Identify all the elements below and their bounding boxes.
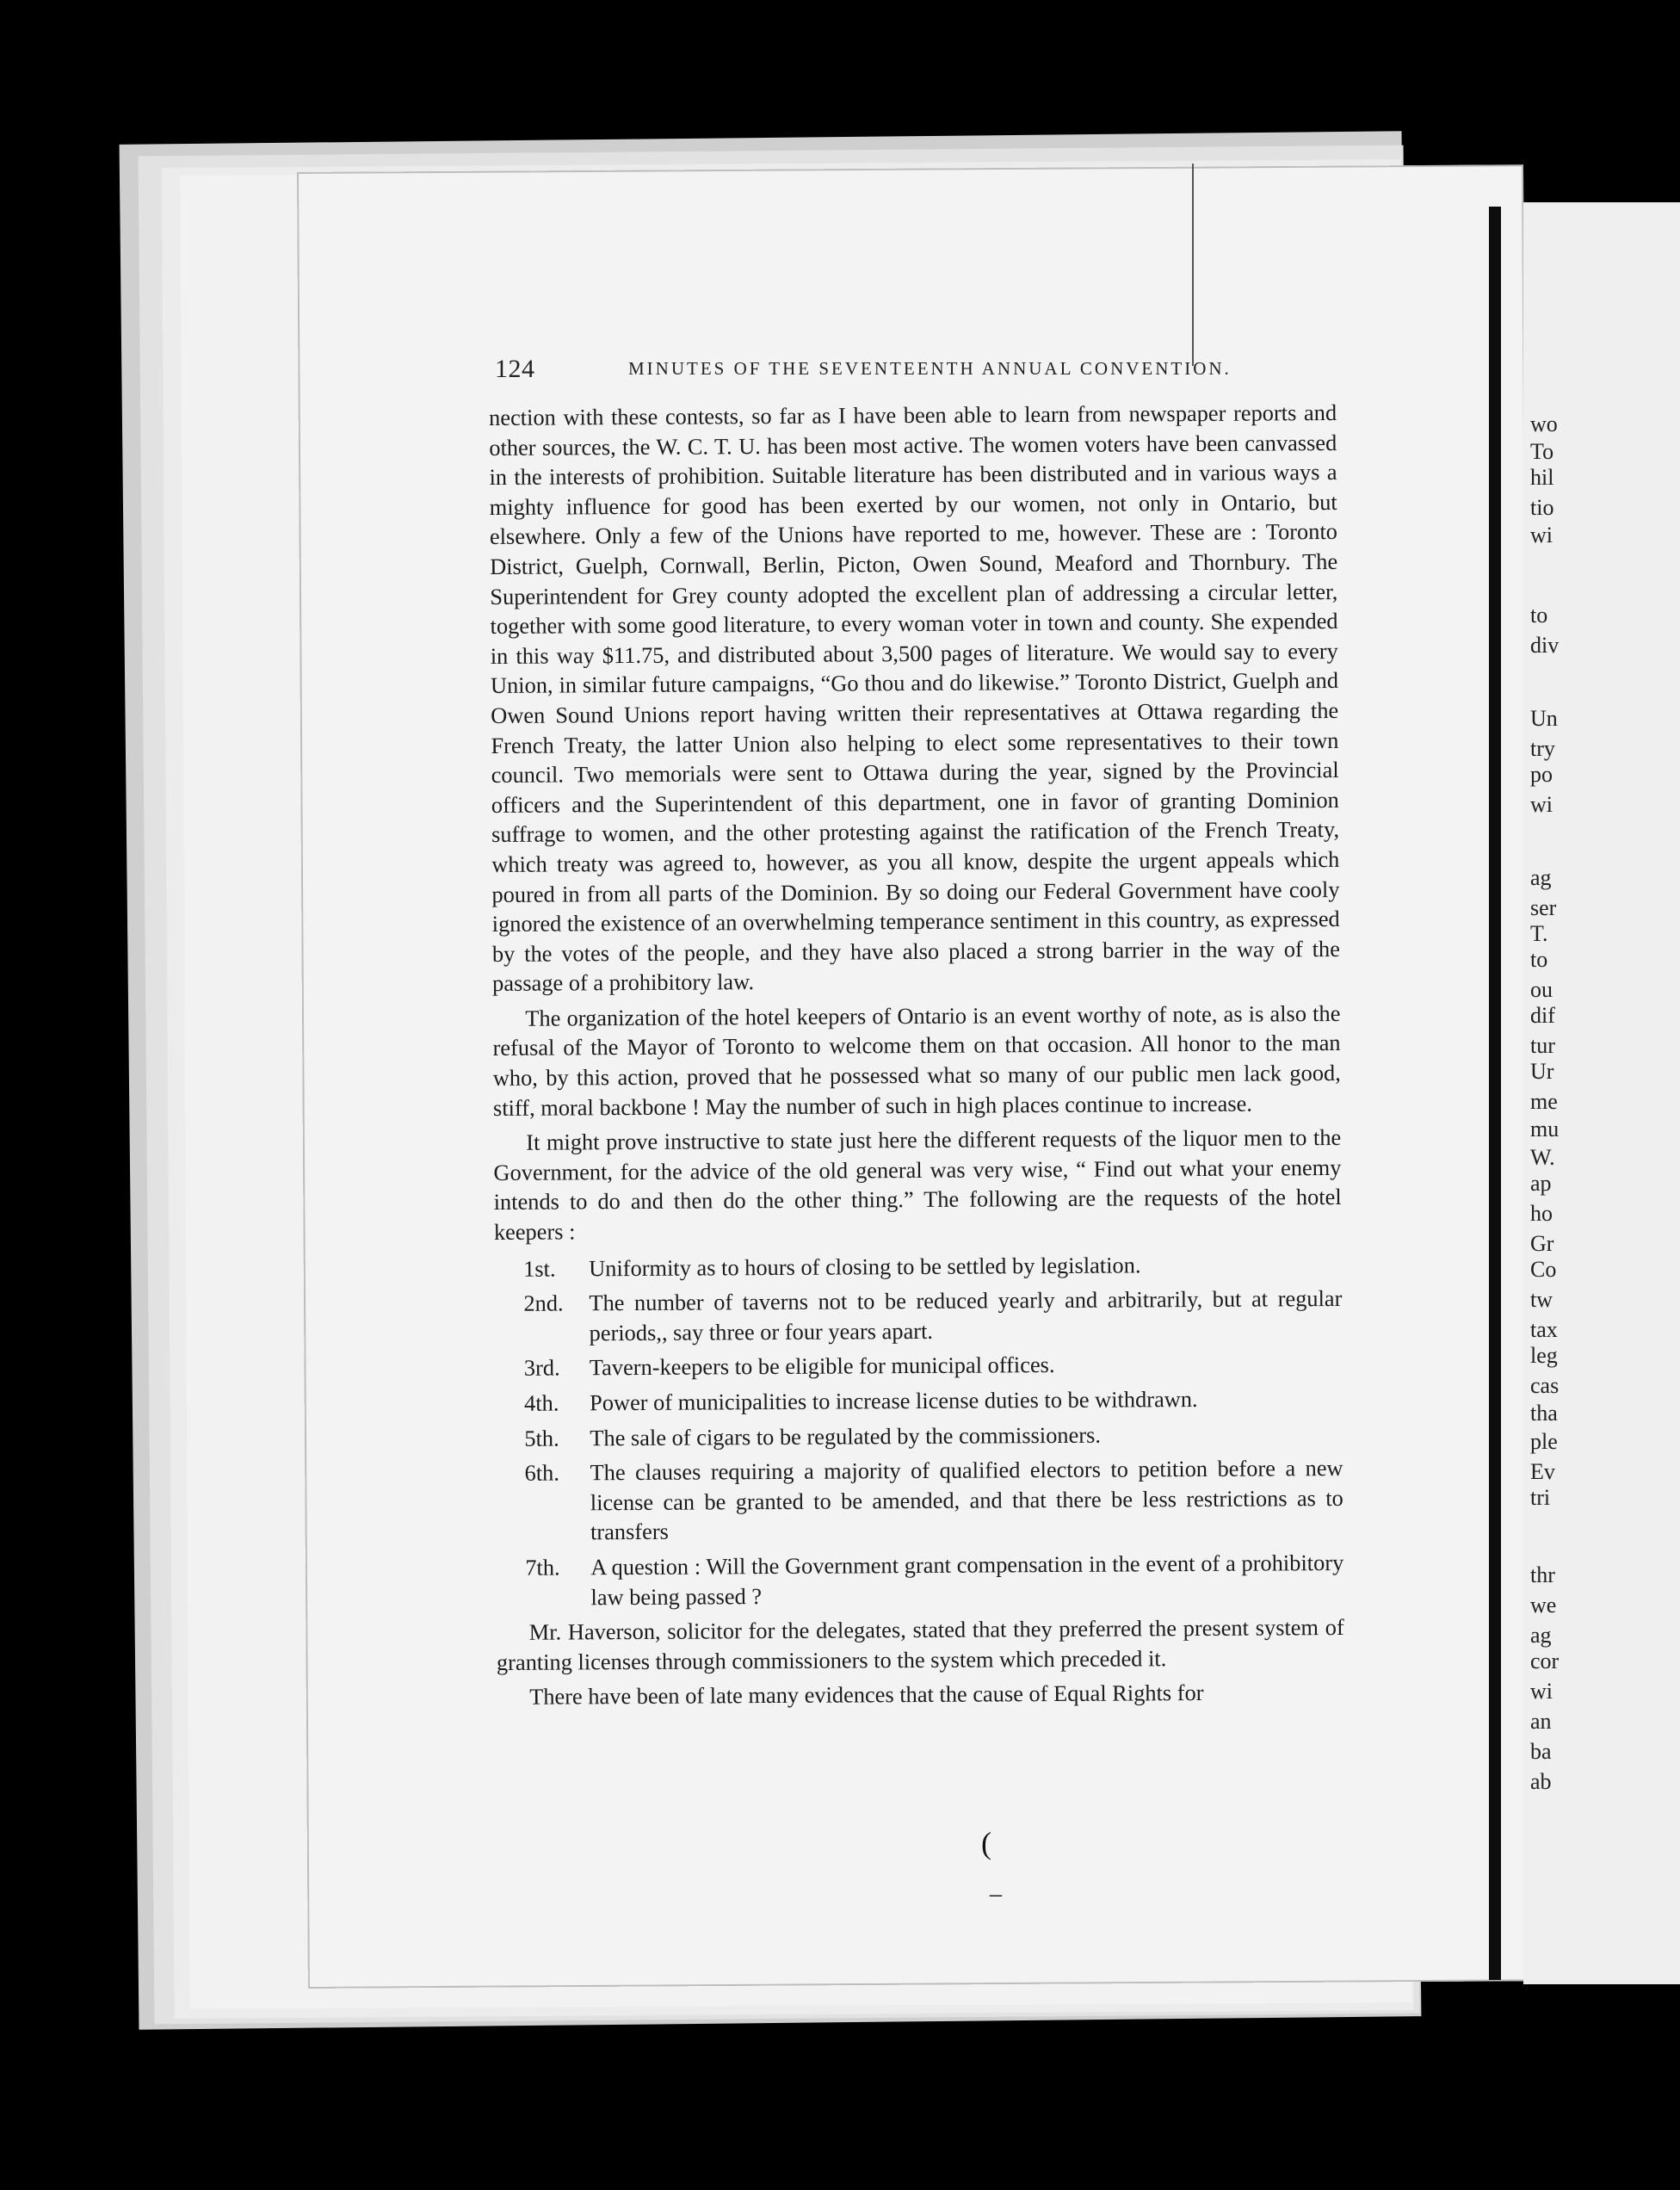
- right-page-fragment: ab: [1530, 1769, 1552, 1794]
- right-page-fragment: ho: [1530, 1201, 1553, 1226]
- list-item: 7th. A question : Will the Government grant compensation in the event of a prohibitory law being passed ?: [525, 1549, 1344, 1610]
- pencil-mark: (: [981, 1826, 991, 1860]
- right-page-fragment: to: [1530, 947, 1548, 972]
- list-item: 4th. Power of municipalities to increase license duties to be withdrawn.: [524, 1385, 1198, 1416]
- right-page-fragment: wi: [1530, 523, 1553, 548]
- fold-line: [1192, 164, 1194, 366]
- right-page-fragment: thr: [1530, 1562, 1555, 1587]
- paragraph: The organization of the hotel keepers of Ontario is an event worthy of note, as is also the refusal of the Mayor of Toronto to welcome them on that occasion. All honor to the man who, by this action, proved that he possessed what so many of our public men lack good, stiff, moral backbone ! May the number of such in high places continue to increase.: [492, 999, 1341, 1121]
- right-page-fragment: ser: [1530, 895, 1557, 920]
- right-page-fragment: T.: [1530, 921, 1548, 946]
- right-page-fragment: me: [1530, 1089, 1558, 1114]
- right-page-fragment: tw: [1530, 1287, 1553, 1312]
- right-page-fragment: mu: [1530, 1117, 1560, 1141]
- right-page-fragment: Ur: [1530, 1059, 1554, 1084]
- right-page-fragment: dif: [1530, 1003, 1555, 1028]
- right-page-fragment: Ev: [1530, 1459, 1555, 1484]
- right-page-fragment: an: [1530, 1709, 1552, 1734]
- paragraph: Mr. Haverson, solicitor for the delegates, stated that they preferred the present system of granting licenses through commissioners to the system which preceded it.: [496, 1614, 1344, 1675]
- right-page-fragment: tio: [1530, 495, 1554, 520]
- right-page-fragment: cas: [1530, 1373, 1560, 1398]
- right-page-fragment: div: [1530, 633, 1560, 658]
- paragraph: It might prove instructive to state just here the different requests of the liquor men to the Government, for the advice of the old general was very wise, “ Find out what your enemy intends to do and then do the other thing.” The following are the requests of the hotel keepers :: [493, 1124, 1342, 1246]
- right-page-fragment: ple: [1530, 1429, 1558, 1454]
- right-page-fragment: ag: [1530, 865, 1552, 890]
- right-page-fragment: tur: [1530, 1033, 1555, 1058]
- list-item: 3rd. Tavern-keepers to be eligible for municipal offices.: [523, 1352, 1055, 1382]
- book-binding: [1489, 207, 1501, 1980]
- right-page-fragment: po: [1530, 762, 1553, 787]
- right-page-fragment: To: [1530, 439, 1554, 464]
- paragraph: There have been of late many evidences that the cause of Equal Rights for: [529, 1680, 1204, 1711]
- paragraph: nection with these contests, so far as I have been able to learn from newspaper reports and other sources, the W. C. T. U. has been most active. The women voters have been canvassed in the interests of prohibition. Suitable literature has been distributed and in various ways a mighty influence for good has been exerted by our women, not only in Ontario, but elsewhere. Only a few of the Unions have reported to me, however. These are : Toronto District, Guelph, Cornwall, Berlin, Picton, Owen Sound, Meaford and Thornbury. The Superintendent for Grey county adopted the excellent plan of addressing a circular letter, together with some good literature, to every woman voter in town and county. She expended in this way $11.75, and distributed about 3,500 pages of literature. We would say to every Union, in similar future campaigns, “Go thou and do likewise.” Toronto District, Guelph and Owen Sound Unions report having written their representatives at Ottawa regarding the French Treaty, the latter Union also helping to elect some representatives to their town council. Two memorials were sent to Ottawa during the year, signed by the Provincial officers and the Superintendent of this department, one in favor of granting Dominion suffrage to women, and the other protesting against the ratification of the French Treaty, which treaty was agreed to, however, as you all know, despite the urgent appeals which poured in from all parts of the Dominion. By so doing our Federal Government have cooly ignored the existence of an overwhelming temperance sentiment in this country, as expressed by the votes of the people, and they have also placed a strong barrier in the way of the passage of a prohibitory law.: [489, 399, 1340, 997]
- right-page-fragment: leg: [1530, 1343, 1558, 1368]
- right-page-fragment: ba: [1530, 1739, 1552, 1764]
- list-item: 2nd. The number of taverns not to be reduced yearly and arbitrarily, but at regular periods,, say three or four years apart.: [523, 1285, 1343, 1346]
- pencil-mark: –: [990, 1881, 1002, 1908]
- right-page-fragment: ag: [1530, 1623, 1552, 1648]
- right-page-fragment: Un: [1530, 706, 1558, 731]
- right-page-fragment: wi: [1530, 1679, 1553, 1704]
- right-page-fragment: Co: [1530, 1257, 1557, 1282]
- right-page-fragment: ap: [1530, 1171, 1552, 1196]
- right-page-fragment: cor: [1530, 1649, 1560, 1673]
- page-number: 124: [495, 355, 535, 383]
- right-page-fragment: to: [1530, 603, 1548, 628]
- page-body: [489, 398, 1344, 1717]
- right-page-fragment: Gr: [1530, 1231, 1554, 1256]
- right-page-fragment: W.: [1530, 1145, 1555, 1170]
- right-page-fragment: hil: [1530, 465, 1554, 490]
- right-page-fragment: tax: [1530, 1317, 1558, 1342]
- right-page-fragment: ou: [1530, 977, 1553, 1002]
- right-page-fragment: tha: [1530, 1401, 1558, 1426]
- right-page-fragment: we: [1530, 1593, 1557, 1618]
- right-page-fragment: try: [1530, 736, 1555, 761]
- right-page-fragment: wi: [1530, 792, 1553, 817]
- list-item: 6th. The clauses requiring a majority of qualified electors to petition before a new license can be granted to be amended, and that there be less restrictions as to transfers: [524, 1455, 1343, 1545]
- right-page-fragment: tri: [1530, 1485, 1551, 1510]
- running-head-title: MINUTES OF THE SEVENTEENTH ANNUAL CONVENTION.: [628, 358, 1232, 379]
- right-page-fragment: wo: [1530, 411, 1558, 436]
- list-item: 1st. Uniformity as to hours of closing to be settled by legislation.: [523, 1252, 1141, 1282]
- requests-list: [494, 1249, 1344, 1613]
- list-item: 5th. The sale of cigars to be regulated by the commissioners.: [524, 1421, 1102, 1451]
- adjacent-page: [1523, 202, 1680, 1984]
